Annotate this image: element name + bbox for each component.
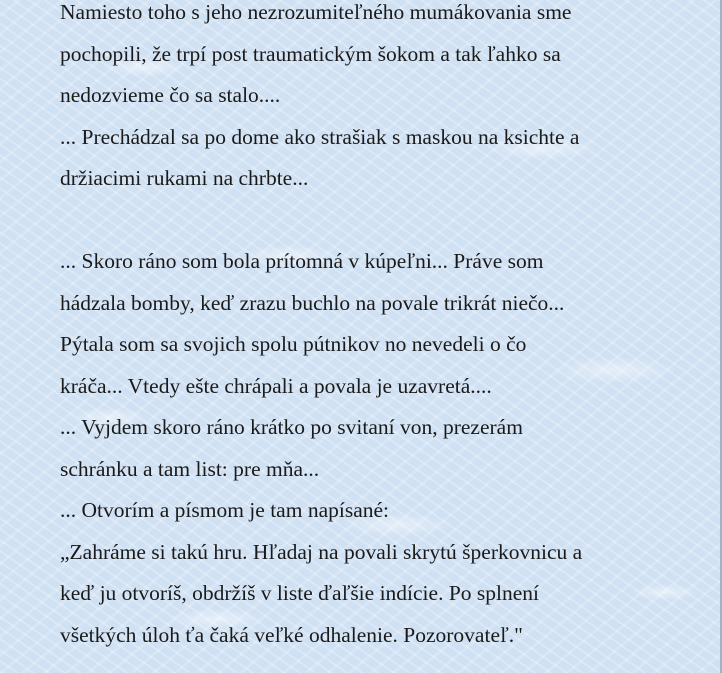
text-line: ... Otvorím a písmom je tam napísané: xyxy=(60,498,390,522)
text-line: ... Prechádzal sa po dome ako strašiak s maskou na ksichte a xyxy=(60,124,580,149)
text-line: „Zahráme si takú hru. Hľadaj na povali skrytú šperkovnicu a xyxy=(60,539,583,564)
text-line: hádzala bomby, keď zrazu buchlo na povale trikrát niečo... xyxy=(60,290,565,315)
text-line: pochopili, že trpí post traumatickým šokom a tak ľahko sa xyxy=(60,41,561,66)
paragraph-1 xyxy=(60,0,720,207)
paragraph-spacer xyxy=(60,207,720,249)
text-line: Namiesto toho s jeho nezrozumiteľného mumákovania sme xyxy=(60,0,572,24)
text-line: kráča... Vtedy ešte chrápali a povala je uzavretá.... xyxy=(60,373,492,398)
text-line: ... Vyjdem skoro ráno krátko po svitaní von, prezerám xyxy=(60,415,523,439)
document-page xyxy=(60,0,720,663)
text-line: ... Skoro ráno som bola prítomná v kúpeľni... Práve som xyxy=(60,249,544,273)
text-line: držiacimi rukami na chrbte... xyxy=(60,166,309,190)
text-line: keď ju otvoríš, obdržíš v liste ďaľšie indície. Po splnení xyxy=(60,581,540,605)
paragraph-2 xyxy=(60,248,720,663)
text-line: Pýtala som sa svojich spolu pútnikov no nevedeli o čo xyxy=(60,332,527,356)
text-line: nedozvieme čo sa stalo.... xyxy=(60,83,281,107)
text-line: všetkých úloh ťa čaká veľké odhalenie. Pozorovateľ." xyxy=(60,622,523,647)
text-line: schránku a tam list: pre mňa... xyxy=(60,456,320,481)
